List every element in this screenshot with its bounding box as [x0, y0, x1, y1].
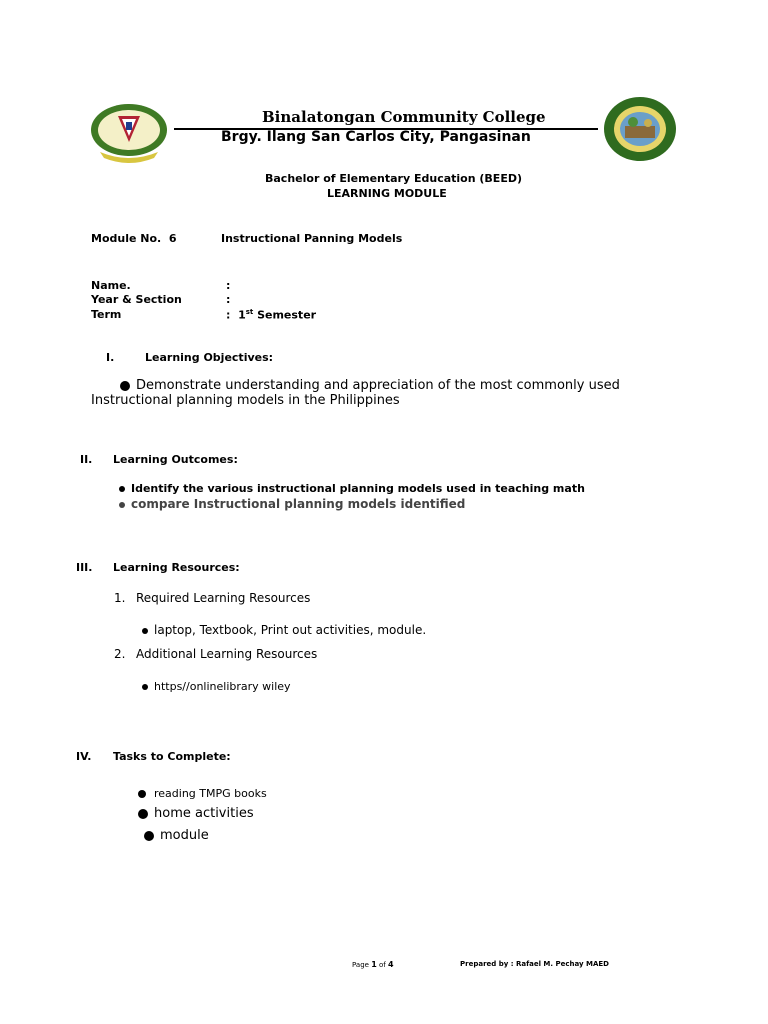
objective-item: Demonstrate understanding and appreciation of the most commonly used	[120, 378, 620, 393]
year-section-label: Year & Section	[91, 293, 182, 306]
college-seal-logo	[88, 98, 170, 164]
college-name: Binalatongan Community College	[262, 108, 546, 126]
bullet-icon	[142, 628, 148, 634]
additional-resource-item: https//onlinelibrary wiley	[142, 680, 291, 693]
objectives-heading: Learning Objectives:	[145, 351, 274, 364]
college-address: Brgy. Ilang San Carlos City, Pangasinan	[221, 129, 531, 145]
additional-resources-label: Additional Learning Resources	[136, 647, 318, 661]
bullet-icon	[138, 790, 146, 798]
task-item-1: reading TMPG books	[138, 787, 267, 800]
objective-item-cont: Instructional planning models in the Philippines	[91, 393, 400, 408]
outcome-item-2: compare Instructional planning models identified	[119, 497, 465, 511]
module-number: Module No. 6	[91, 232, 177, 245]
task-item-2: home activities	[138, 806, 254, 821]
document-type: LEARNING MODULE	[327, 187, 447, 200]
program-title: Bachelor of Elementary Education (BEED)	[265, 172, 522, 185]
outcomes-numeral: II.	[80, 453, 93, 466]
module-title: Instructional Panning Models	[221, 232, 403, 245]
outcomes-heading: Learning Outcomes:	[113, 453, 238, 466]
bullet-icon	[119, 486, 125, 492]
bullet-icon	[138, 809, 148, 819]
city-seal-logo	[603, 96, 677, 162]
required-resource-item: laptop, Textbook, Print out activities, module.	[142, 623, 426, 637]
required-resources-num: 1.	[114, 591, 126, 605]
resources-heading: Learning Resources:	[113, 561, 240, 574]
year-section-colon: :	[226, 293, 231, 306]
page-indicator: Page 1 of 4	[352, 960, 394, 969]
name-label: Name.	[91, 279, 131, 292]
term-value: : 1st Semester	[226, 308, 317, 322]
bullet-icon	[144, 831, 154, 841]
tasks-heading: Tasks to Complete:	[113, 750, 231, 763]
objectives-numeral: I.	[106, 351, 115, 364]
resources-numeral: III.	[76, 561, 93, 574]
name-colon: :	[226, 279, 231, 292]
tasks-numeral: IV.	[76, 750, 92, 763]
task-item-3: module	[144, 828, 209, 843]
term-label: Term	[91, 308, 122, 321]
outcome-item-1: Identify the various instructional planning models used in teaching math	[119, 482, 585, 495]
bullet-icon	[142, 684, 148, 690]
bullet-icon	[120, 381, 130, 391]
additional-resources-num: 2.	[114, 647, 126, 661]
required-resources-label: Required Learning Resources	[136, 591, 311, 605]
bullet-icon	[119, 502, 125, 508]
prepared-by: Prepared by : Rafael M. Pechay MAED	[460, 960, 609, 968]
